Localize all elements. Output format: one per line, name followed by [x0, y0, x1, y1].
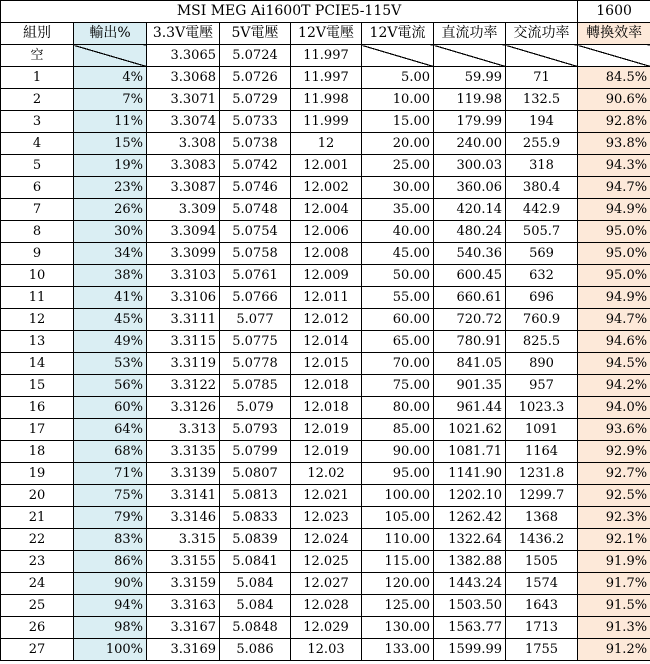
- group-cell: 14: [1, 353, 74, 375]
- empty-ac-slash: [506, 45, 578, 67]
- table-row: [1, 133, 650, 155]
- i12-cell: 100.00: [362, 485, 434, 507]
- output-percent-cell: 75%: [74, 485, 147, 507]
- i12-cell: 20.00: [362, 133, 434, 155]
- table-row: [1, 375, 650, 397]
- ac-power-cell: 380.4: [506, 177, 578, 199]
- output-percent-cell: 30%: [74, 221, 147, 243]
- v3v3-cell: 3.313: [147, 419, 220, 441]
- v3v3-cell: 3.3094: [147, 221, 220, 243]
- efficiency-cell: 94.2%: [578, 375, 650, 397]
- dc-power-cell: 660.61: [434, 287, 506, 309]
- table-row: [1, 573, 650, 595]
- ac-power-cell: 1091: [506, 419, 578, 441]
- v12-cell: 12.014: [291, 331, 362, 353]
- efficiency-cell: 93.8%: [578, 133, 650, 155]
- v3v3-cell: 3.3106: [147, 287, 220, 309]
- output-percent-cell: 56%: [74, 375, 147, 397]
- efficiency-cell: 91.2%: [578, 639, 650, 661]
- group-cell: 15: [1, 375, 74, 397]
- output-percent-cell: 86%: [74, 551, 147, 573]
- v3v3-cell: 3.3163: [147, 595, 220, 617]
- group-cell: 24: [1, 573, 74, 595]
- v5-cell: 5.084: [220, 573, 291, 595]
- efficiency-cell: 95.0%: [578, 221, 650, 243]
- v3v3-cell: 3.3119: [147, 353, 220, 375]
- efficiency-cell: 84.5%: [578, 67, 650, 89]
- v12-cell: 12.009: [291, 265, 362, 287]
- output-percent-cell: 90%: [74, 573, 147, 595]
- efficiency-cell: 94.3%: [578, 155, 650, 177]
- ac-power-cell: 1299.7: [506, 485, 578, 507]
- efficiency-cell: 92.3%: [578, 507, 650, 529]
- v5-cell: 5.0746: [220, 177, 291, 199]
- i12-cell: 5.00: [362, 67, 434, 89]
- empty-output-slash: [74, 45, 147, 67]
- output-percent-cell: 100%: [74, 639, 147, 661]
- output-percent-cell: 7%: [74, 89, 147, 111]
- dc-power-cell: 480.24: [434, 221, 506, 243]
- table-row: [1, 507, 650, 529]
- output-percent-cell: 41%: [74, 287, 147, 309]
- v3v3-cell: 3.3087: [147, 177, 220, 199]
- dc-power-cell: 240.00: [434, 133, 506, 155]
- empty-current-slash: [362, 45, 434, 67]
- table-row: [1, 265, 650, 287]
- table-row: [1, 617, 650, 639]
- efficiency-cell: 91.3%: [578, 617, 650, 639]
- table-row: [1, 89, 650, 111]
- header-dc-power: 直流功率: [434, 23, 506, 45]
- table-row: [1, 639, 650, 661]
- ac-power-cell: 1368: [506, 507, 578, 529]
- group-cell: 26: [1, 617, 74, 639]
- v12-cell: 12.028: [291, 595, 362, 617]
- header-ac-power: 交流功率: [506, 23, 578, 45]
- i12-cell: 105.00: [362, 507, 434, 529]
- efficiency-cell: 94.5%: [578, 353, 650, 375]
- output-percent-cell: 68%: [74, 441, 147, 463]
- i12-cell: 10.00: [362, 89, 434, 111]
- efficiency-cell: 92.7%: [578, 463, 650, 485]
- i12-cell: 55.00: [362, 287, 434, 309]
- v5-cell: 5.0726: [220, 67, 291, 89]
- group-cell: 7: [1, 199, 74, 221]
- v12-cell: 12.015: [291, 353, 362, 375]
- v5-cell: 5.079: [220, 397, 291, 419]
- header-12v-voltage: 12V電壓: [291, 23, 362, 45]
- v3v3-cell: 3.3115: [147, 331, 220, 353]
- efficiency-cell: 92.9%: [578, 441, 650, 463]
- i12-cell: 130.00: [362, 617, 434, 639]
- v5-cell: 5.0738: [220, 133, 291, 155]
- v3v3-cell: 3.3167: [147, 617, 220, 639]
- dc-power-cell: 720.72: [434, 309, 506, 331]
- output-percent-cell: 64%: [74, 419, 147, 441]
- output-percent-cell: 53%: [74, 353, 147, 375]
- v3v3-cell: 3.3135: [147, 441, 220, 463]
- v5-cell: 5.0754: [220, 221, 291, 243]
- table-row: [1, 155, 650, 177]
- v3v3-cell: 3.309: [147, 199, 220, 221]
- dc-power-cell: 119.98: [434, 89, 506, 111]
- title-row: [1, 1, 650, 23]
- dc-power-cell: 420.14: [434, 199, 506, 221]
- efficiency-cell: 94.7%: [578, 309, 650, 331]
- v5-cell: 5.0813: [220, 485, 291, 507]
- v5-cell: 5.0748: [220, 199, 291, 221]
- dc-power-cell: 1081.71: [434, 441, 506, 463]
- v5-cell: 5.0833: [220, 507, 291, 529]
- header-5v-voltage: 5V電壓: [220, 23, 291, 45]
- output-percent-cell: 60%: [74, 397, 147, 419]
- efficiency-cell: 92.5%: [578, 485, 650, 507]
- v12-cell: 12.024: [291, 529, 362, 551]
- v3v3-cell: 3.3155: [147, 551, 220, 573]
- v3v3-cell: 3.3169: [147, 639, 220, 661]
- i12-cell: 115.00: [362, 551, 434, 573]
- dc-power-cell: 961.44: [434, 397, 506, 419]
- v5-cell: 5.0793: [220, 419, 291, 441]
- v12-cell: 12.018: [291, 375, 362, 397]
- v12-cell: 11.998: [291, 89, 362, 111]
- i12-cell: 35.00: [362, 199, 434, 221]
- v12-cell: 12.019: [291, 441, 362, 463]
- v12-cell: 12.025: [291, 551, 362, 573]
- v12-cell: 12.006: [291, 221, 362, 243]
- dc-power-cell: 1021.62: [434, 419, 506, 441]
- i12-cell: 45.00: [362, 243, 434, 265]
- v3v3-cell: 3.308: [147, 133, 220, 155]
- v12-cell: 12.021: [291, 485, 362, 507]
- v12-cell: 12.012: [291, 309, 362, 331]
- v5-cell: 5.0839: [220, 529, 291, 551]
- dc-power-cell: 1202.10: [434, 485, 506, 507]
- empty-group: 空: [1, 45, 74, 67]
- ac-power-cell: 1713: [506, 617, 578, 639]
- v5-cell: 5.086: [220, 639, 291, 661]
- table-row: [1, 67, 650, 89]
- group-cell: 17: [1, 419, 74, 441]
- v12-cell: 12.03: [291, 639, 362, 661]
- empty-12v: 11.997: [291, 45, 362, 67]
- group-cell: 25: [1, 595, 74, 617]
- i12-cell: 125.00: [362, 595, 434, 617]
- v5-cell: 5.0729: [220, 89, 291, 111]
- table-row: [1, 199, 650, 221]
- output-percent-cell: 38%: [74, 265, 147, 287]
- group-cell: 16: [1, 397, 74, 419]
- efficiency-cell: 94.6%: [578, 331, 650, 353]
- dc-power-cell: 1262.42: [434, 507, 506, 529]
- header-3v3-voltage: 3.3V電壓: [147, 23, 220, 45]
- ac-power-cell: 1755: [506, 639, 578, 661]
- efficiency-cell: 91.9%: [578, 551, 650, 573]
- i12-cell: 133.00: [362, 639, 434, 661]
- ac-power-cell: 71: [506, 67, 578, 89]
- i12-cell: 60.00: [362, 309, 434, 331]
- output-percent-cell: 83%: [74, 529, 147, 551]
- i12-cell: 80.00: [362, 397, 434, 419]
- table-row: [1, 441, 650, 463]
- header-row: [1, 23, 650, 45]
- v5-cell: 5.0799: [220, 441, 291, 463]
- group-cell: 21: [1, 507, 74, 529]
- i12-cell: 90.00: [362, 441, 434, 463]
- i12-cell: 120.00: [362, 573, 434, 595]
- v3v3-cell: 3.3103: [147, 265, 220, 287]
- group-cell: 12: [1, 309, 74, 331]
- i12-cell: 15.00: [362, 111, 434, 133]
- output-percent-cell: 94%: [74, 595, 147, 617]
- dc-power-cell: 1443.24: [434, 573, 506, 595]
- table-row: [1, 595, 650, 617]
- v5-cell: 5.0848: [220, 617, 291, 639]
- header-12v-current: 12V電流: [362, 23, 434, 45]
- dc-power-cell: 59.99: [434, 67, 506, 89]
- output-percent-cell: 11%: [74, 111, 147, 133]
- v3v3-cell: 3.3074: [147, 111, 220, 133]
- group-cell: 27: [1, 639, 74, 661]
- dc-power-cell: 1141.90: [434, 463, 506, 485]
- ac-power-cell: 442.9: [506, 199, 578, 221]
- dc-power-cell: 1599.99: [434, 639, 506, 661]
- group-cell: 4: [1, 133, 74, 155]
- group-cell: 8: [1, 221, 74, 243]
- dc-power-cell: 1563.77: [434, 617, 506, 639]
- group-cell: 10: [1, 265, 74, 287]
- efficiency-cell: 94.9%: [578, 199, 650, 221]
- v12-cell: 11.999: [291, 111, 362, 133]
- efficiency-cell: 94.0%: [578, 397, 650, 419]
- table-row: [1, 177, 650, 199]
- ac-power-cell: 957: [506, 375, 578, 397]
- dc-power-cell: 360.06: [434, 177, 506, 199]
- ac-power-cell: 1436.2: [506, 529, 578, 551]
- i12-cell: 75.00: [362, 375, 434, 397]
- group-cell: 2: [1, 89, 74, 111]
- group-cell: 22: [1, 529, 74, 551]
- i12-cell: 95.00: [362, 463, 434, 485]
- output-percent-cell: 19%: [74, 155, 147, 177]
- group-cell: 9: [1, 243, 74, 265]
- ac-power-cell: 505.7: [506, 221, 578, 243]
- table-row: [1, 309, 650, 331]
- ac-power-cell: 760.9: [506, 309, 578, 331]
- ac-power-cell: 255.9: [506, 133, 578, 155]
- i12-cell: 30.00: [362, 177, 434, 199]
- efficiency-cell: 92.1%: [578, 529, 650, 551]
- group-cell: 18: [1, 441, 74, 463]
- empty-eff-slash: [578, 45, 650, 67]
- dc-power-cell: 1382.88: [434, 551, 506, 573]
- table-row: [1, 397, 650, 419]
- efficiency-cell: 95.0%: [578, 243, 650, 265]
- ac-power-cell: 1643: [506, 595, 578, 617]
- v12-cell: 12.008: [291, 243, 362, 265]
- efficiency-cell: 92.8%: [578, 111, 650, 133]
- ac-power-cell: 696: [506, 287, 578, 309]
- group-cell: 23: [1, 551, 74, 573]
- v3v3-cell: 3.3122: [147, 375, 220, 397]
- dc-power-cell: 1503.50: [434, 595, 506, 617]
- empty-5v: 5.0724: [220, 45, 291, 67]
- empty-load-row: [1, 45, 650, 67]
- v3v3-cell: 3.3141: [147, 485, 220, 507]
- table-row: [1, 287, 650, 309]
- table-row: [1, 243, 650, 265]
- i12-cell: 65.00: [362, 331, 434, 353]
- v3v3-cell: 3.315: [147, 529, 220, 551]
- table-row: [1, 551, 650, 573]
- header-output-percent: 輸出%: [74, 23, 147, 45]
- ac-power-cell: 1164: [506, 441, 578, 463]
- v12-cell: 12.023: [291, 507, 362, 529]
- table-title: MSI MEG Ai1600T PCIE5-115V: [1, 1, 578, 23]
- ac-power-cell: 569: [506, 243, 578, 265]
- dc-power-cell: 540.36: [434, 243, 506, 265]
- dc-power-cell: 600.45: [434, 265, 506, 287]
- ac-power-cell: 1505: [506, 551, 578, 573]
- v3v3-cell: 3.3111: [147, 309, 220, 331]
- ac-power-cell: 890: [506, 353, 578, 375]
- output-percent-cell: 23%: [74, 177, 147, 199]
- v5-cell: 5.0766: [220, 287, 291, 309]
- v5-cell: 5.0775: [220, 331, 291, 353]
- v5-cell: 5.0761: [220, 265, 291, 287]
- output-percent-cell: 45%: [74, 309, 147, 331]
- dc-power-cell: 901.35: [434, 375, 506, 397]
- rated-power: 1600: [578, 1, 650, 23]
- ac-power-cell: 825.5: [506, 331, 578, 353]
- table-row: [1, 485, 650, 507]
- efficiency-cell: 94.7%: [578, 177, 650, 199]
- v12-cell: 12: [291, 133, 362, 155]
- output-percent-cell: 98%: [74, 617, 147, 639]
- i12-cell: 25.00: [362, 155, 434, 177]
- v3v3-cell: 3.3126: [147, 397, 220, 419]
- empty-3v3: 3.3065: [147, 45, 220, 67]
- dc-power-cell: 300.03: [434, 155, 506, 177]
- group-cell: 13: [1, 331, 74, 353]
- v3v3-cell: 3.3083: [147, 155, 220, 177]
- v5-cell: 5.0841: [220, 551, 291, 573]
- group-cell: 5: [1, 155, 74, 177]
- v12-cell: 12.001: [291, 155, 362, 177]
- ac-power-cell: 318: [506, 155, 578, 177]
- table-row: [1, 221, 650, 243]
- v12-cell: 12.004: [291, 199, 362, 221]
- v12-cell: 12.002: [291, 177, 362, 199]
- ac-power-cell: 1574: [506, 573, 578, 595]
- v3v3-cell: 3.3139: [147, 463, 220, 485]
- group-cell: 20: [1, 485, 74, 507]
- ac-power-cell: 1023.3: [506, 397, 578, 419]
- dc-power-cell: 841.05: [434, 353, 506, 375]
- table-row: [1, 353, 650, 375]
- v5-cell: 5.084: [220, 595, 291, 617]
- v5-cell: 5.0807: [220, 463, 291, 485]
- table-row: [1, 419, 650, 441]
- group-cell: 3: [1, 111, 74, 133]
- header-group: 組別: [1, 23, 74, 45]
- output-percent-cell: 49%: [74, 331, 147, 353]
- ac-power-cell: 132.5: [506, 89, 578, 111]
- dc-power-cell: 179.99: [434, 111, 506, 133]
- group-cell: 6: [1, 177, 74, 199]
- efficiency-cell: 95.0%: [578, 265, 650, 287]
- table-row: [1, 111, 650, 133]
- table-row: [1, 331, 650, 353]
- output-percent-cell: 4%: [74, 67, 147, 89]
- v5-cell: 5.0785: [220, 375, 291, 397]
- i12-cell: 85.00: [362, 419, 434, 441]
- empty-dc-slash: [434, 45, 506, 67]
- v3v3-cell: 3.3068: [147, 67, 220, 89]
- v3v3-cell: 3.3146: [147, 507, 220, 529]
- dc-power-cell: 1322.64: [434, 529, 506, 551]
- ac-power-cell: 194: [506, 111, 578, 133]
- i12-cell: 50.00: [362, 265, 434, 287]
- efficiency-cell: 94.9%: [578, 287, 650, 309]
- group-cell: 1: [1, 67, 74, 89]
- v3v3-cell: 3.3159: [147, 573, 220, 595]
- v12-cell: 12.018: [291, 397, 362, 419]
- i12-cell: 110.00: [362, 529, 434, 551]
- ac-power-cell: 632: [506, 265, 578, 287]
- efficiency-cell: 91.5%: [578, 595, 650, 617]
- v3v3-cell: 3.3099: [147, 243, 220, 265]
- i12-cell: 40.00: [362, 221, 434, 243]
- v5-cell: 5.0778: [220, 353, 291, 375]
- v12-cell: 12.027: [291, 573, 362, 595]
- v5-cell: 5.0733: [220, 111, 291, 133]
- output-percent-cell: 26%: [74, 199, 147, 221]
- v12-cell: 11.997: [291, 67, 362, 89]
- group-cell: 11: [1, 287, 74, 309]
- table-row: [1, 463, 650, 485]
- group-cell: 19: [1, 463, 74, 485]
- v5-cell: 5.0758: [220, 243, 291, 265]
- v12-cell: 12.029: [291, 617, 362, 639]
- efficiency-cell: 90.6%: [578, 89, 650, 111]
- v3v3-cell: 3.3071: [147, 89, 220, 111]
- efficiency-cell: 91.7%: [578, 573, 650, 595]
- v5-cell: 5.077: [220, 309, 291, 331]
- table-row: [1, 529, 650, 551]
- v12-cell: 12.02: [291, 463, 362, 485]
- header-efficiency: 轉換效率: [578, 23, 650, 45]
- v12-cell: 12.019: [291, 419, 362, 441]
- i12-cell: 70.00: [362, 353, 434, 375]
- v5-cell: 5.0742: [220, 155, 291, 177]
- ac-power-cell: 1231.8: [506, 463, 578, 485]
- dc-power-cell: 780.91: [434, 331, 506, 353]
- output-percent-cell: 71%: [74, 463, 147, 485]
- output-percent-cell: 34%: [74, 243, 147, 265]
- v12-cell: 12.011: [291, 287, 362, 309]
- efficiency-cell: 93.6%: [578, 419, 650, 441]
- output-percent-cell: 15%: [74, 133, 147, 155]
- output-percent-cell: 79%: [74, 507, 147, 529]
